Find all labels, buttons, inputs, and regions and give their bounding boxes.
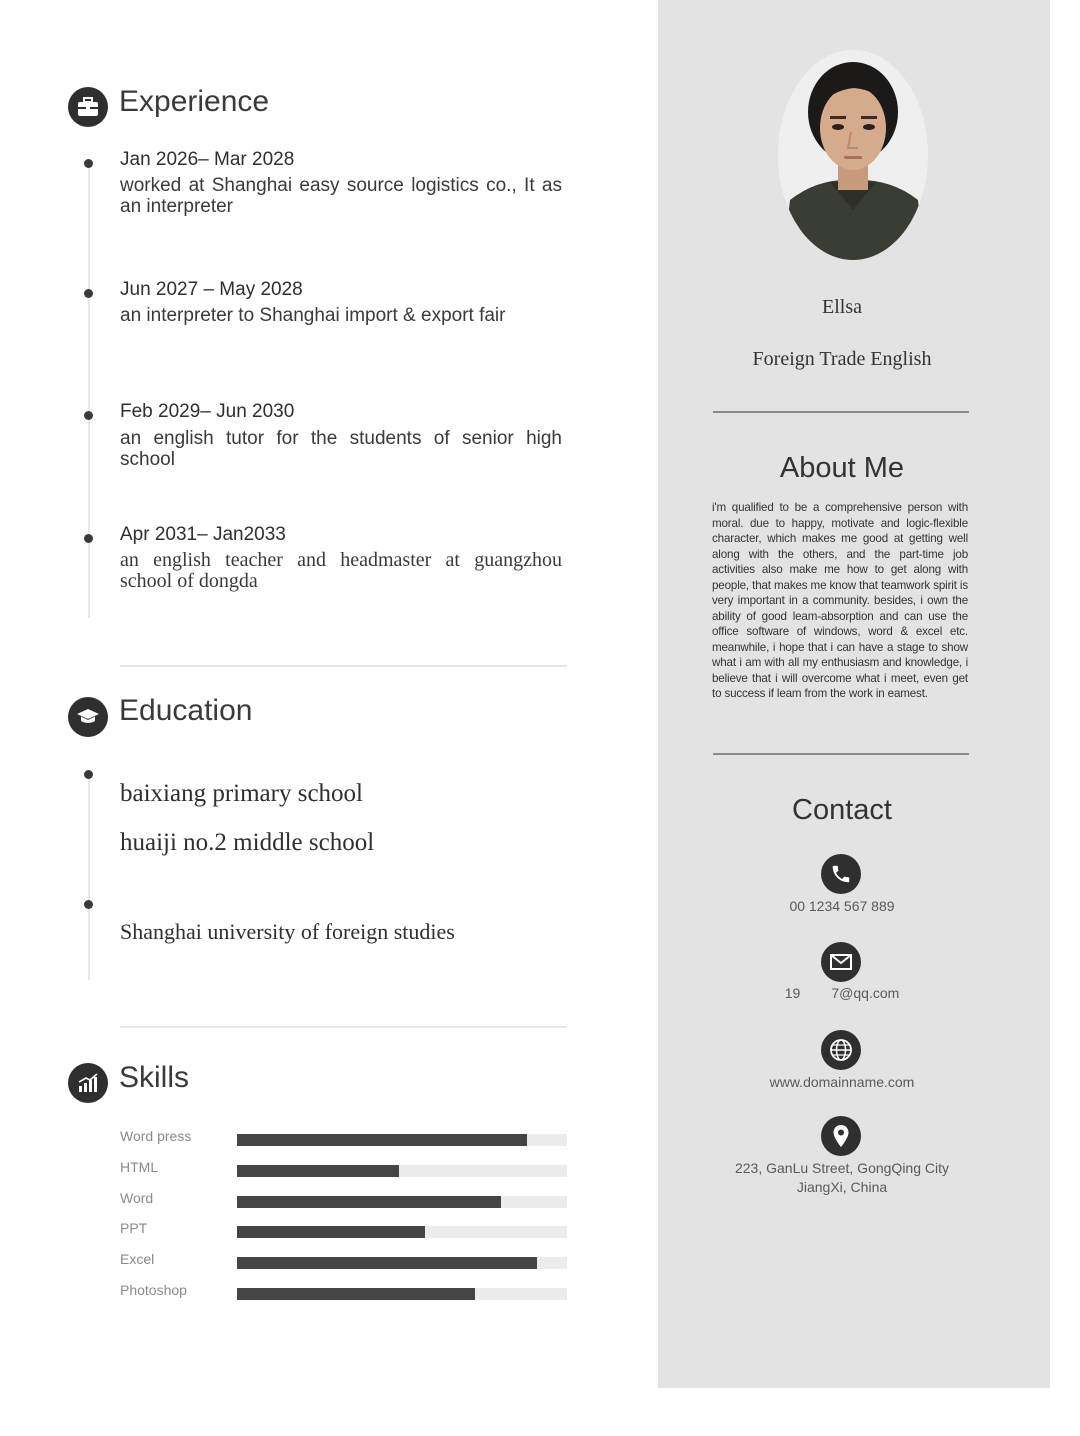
envelope-icon	[821, 942, 861, 982]
contact-address-line1: 223, GanLu Street, GongQing City	[734, 1160, 949, 1176]
experience-timeline	[88, 160, 90, 618]
experience-date: Jan 2026– Mar 2028	[120, 149, 295, 170]
experience-date: Jun 2027 – May 2028	[120, 279, 303, 300]
skill-label: Word press	[120, 1128, 192, 1144]
timeline-dot	[84, 411, 93, 420]
contact-website: www.domainname.com	[769, 1074, 915, 1090]
graduation-cap-icon	[68, 697, 108, 737]
timeline-dot	[84, 900, 93, 909]
experience-desc: an english tutor for the students of senior high school	[120, 428, 562, 470]
profile-major: Foreign Trade English	[752, 348, 932, 370]
skill-bar-fill	[237, 1288, 475, 1300]
skill-label: Excel	[120, 1251, 155, 1268]
about-text: i'm qualified to be a comprehensive person with moral. due to happy, motivate and logic-flexible character, which makes me good at getting well along with the others, and the part-time job activities also make me how to get along with people, that makes me know that teamwork spirit is very important in a community. besides, i own the ability of good leam-absorption and can use the office software of windows, word & excel etc. meanwhile, i hope that i can have a stage to show what i am with all my enthusiasm and knowledge, i believe that i will overcome what i meet, even get to success if leam from the work in eamest.	[712, 501, 968, 700]
skill-bar-fill	[237, 1196, 501, 1208]
contact-address-line2: JiangXi, China	[796, 1179, 888, 1195]
profile-photo	[778, 50, 928, 260]
experience-desc: an english teacher and headmaster at guangzhou school of dongda	[120, 549, 562, 592]
skill-label: HTML	[120, 1158, 159, 1175]
about-heading: About Me	[779, 452, 905, 484]
skill-bar-track	[237, 1288, 567, 1300]
timeline-dot	[84, 159, 93, 168]
sidebar-divider	[713, 753, 969, 755]
contact-heading: Contact	[792, 794, 892, 826]
skill-bar-track	[237, 1257, 567, 1269]
skill-bar-track	[237, 1165, 567, 1177]
section-divider	[120, 1026, 567, 1028]
location-pin-icon	[821, 1116, 861, 1156]
skill-bar-track	[237, 1226, 567, 1238]
skill-bar-track	[237, 1196, 567, 1208]
skill-label: PPT	[120, 1220, 148, 1237]
chart-icon	[68, 1063, 108, 1103]
experience-desc: an interpreter to Shanghai import & export fair	[120, 305, 506, 326]
briefcase-icon	[68, 87, 108, 127]
education-timeline	[88, 775, 90, 980]
skill-bar-fill	[237, 1257, 537, 1269]
skills-heading: Skills	[119, 1061, 190, 1094]
education-item: baixiang primary school	[120, 780, 363, 807]
experience-heading: Experience	[119, 85, 270, 118]
experience-date: Apr 2031– Jan2033	[120, 524, 286, 545]
phone-icon	[821, 854, 861, 894]
section-divider	[120, 665, 567, 667]
contact-phone: 00 1234 567 889	[789, 898, 895, 914]
skill-bar-track	[237, 1134, 567, 1146]
skill-bar-fill	[237, 1134, 527, 1146]
education-heading: Education	[119, 694, 253, 727]
skill-label: Photoshop	[120, 1282, 187, 1298]
timeline-dot	[84, 534, 93, 543]
skill-bar-fill	[237, 1165, 399, 1177]
education-item: huaiji no.2 middle school	[120, 829, 375, 856]
experience-desc: worked at Shanghai easy source logistics co., It as an interpreter	[120, 175, 562, 217]
globe-icon	[821, 1030, 861, 1070]
experience-date: Feb 2029– Jun 2030	[120, 401, 295, 422]
education-item: Shanghai university of foreign studies	[120, 919, 455, 944]
skill-bar-fill	[237, 1226, 425, 1238]
skill-label: Word	[120, 1189, 154, 1206]
sidebar-divider	[713, 411, 969, 413]
profile-name: Ellsa	[822, 296, 862, 318]
contact-email: 19 7@qq.com	[784, 985, 900, 1001]
timeline-dot	[84, 770, 93, 779]
timeline-dot	[84, 289, 93, 298]
